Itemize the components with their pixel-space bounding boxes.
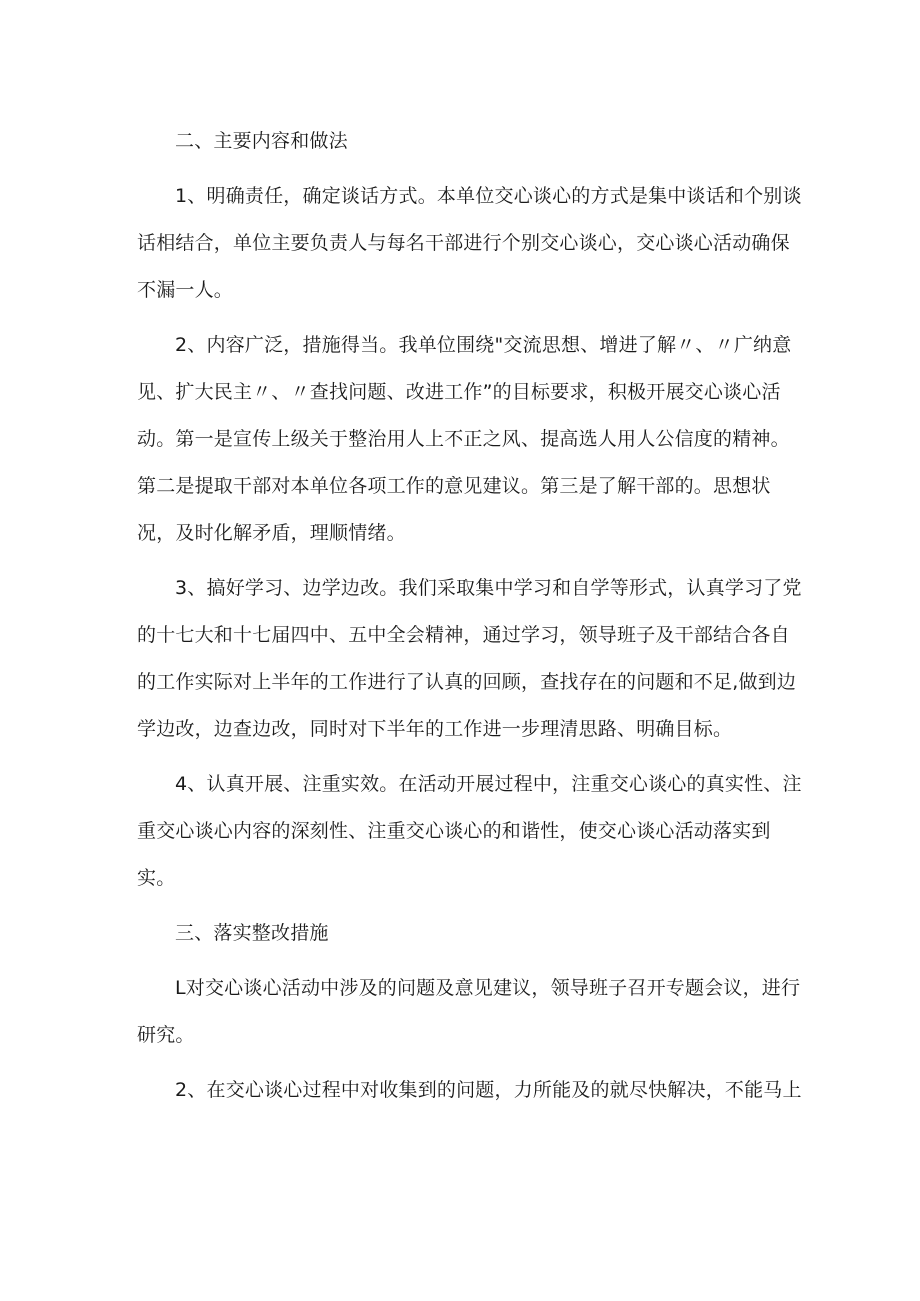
paragraph-line: 研究。 [137,1024,195,1046]
paragraph-line: 见、扩大民主〃、〃查找问题、改进工作”的目标要求，积极开展交心谈心活 [137,381,781,403]
paragraph-line: 3、搞好学习、边学边改。我们采取集中学习和自学等形式，认真学习了党 [175,577,802,599]
paragraph-line: 况，及时化解矛盾，理顺情绪。 [137,522,406,544]
paragraph-rectification-2 [137,1067,802,1114]
paragraph-line: 不漏一人。 [137,279,234,301]
paragraph-line: 重交心谈心内容的深刻性、注重交心谈心的和谐性，使交心谈心活动落实到 [137,820,771,842]
paragraph-line: 动。第一是宣传上级关于整治用人上不正之风、提高选人用人公信度的精神。 [137,428,790,450]
paragraph-rectification-1 [137,965,801,1059]
paragraph-line: 学边改，边查边改，同时对下半年的工作进一步理清思路、明确目标。 [137,718,733,740]
paragraph-line: 4、认真开展、注重实效。在活动开展过程中，注重交心谈心的真实性、注 [175,773,802,795]
paragraph-1-responsibility [137,173,802,314]
paragraph-2-content-measures [137,322,792,557]
document-body [137,118,802,1122]
paragraph-line: 第二是提取干部对本单位各项工作的意见建议。第三是了解干部的。思想状 [137,475,771,497]
paragraph-line: 2、在交心谈心过程中对收集到的问题，力所能及的就尽快解决，不能马上 [175,1079,802,1101]
paragraph-line: 话相结合，单位主要负责人与每名干部进行个别交心谈心，交心谈心活动确保 [137,232,790,254]
paragraph-line: 的工作实际对上半年的工作进行了认真的回顾，查找存在的问题和不足,做到边 [137,671,797,693]
paragraph-line: 的十七大和十七届四中、五中全会精神，通过学习，领导班子及干部结合各自 [137,624,790,646]
paragraph-line: 1、明确责任，确定谈话方式。本单位交心谈心的方式是集中谈话和个别谈 [175,185,802,207]
section-heading-rectification: 三、落实整改措施 [175,922,329,944]
paragraph-line: L对交心谈心活动中涉及的问题及意见建议，领导班子召开专题会议，进行 [175,977,801,999]
paragraph-line: 2、内容广泛，措施得当。我单位围绕"交流思想、增进了解〃、〃广纳意 [175,334,792,356]
section-heading-main-content: 二、主要内容和做法 [175,130,348,152]
paragraph-4-effectiveness [137,761,802,902]
paragraph-line: 实。 [137,867,176,889]
paragraph-3-study-reform [137,565,802,753]
